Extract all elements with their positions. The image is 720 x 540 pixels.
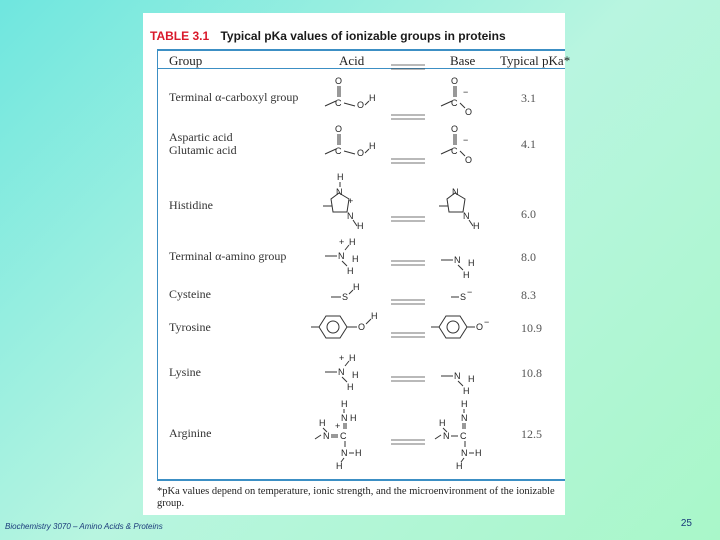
pka-lysine: 10.8 xyxy=(521,366,542,380)
svg-text:O: O xyxy=(357,100,365,110)
table-caption xyxy=(150,29,506,43)
svg-text:H: H xyxy=(357,221,364,231)
svg-text:H: H xyxy=(355,448,362,458)
equilibrium-arrow-8 xyxy=(391,433,425,441)
table-left-rule xyxy=(157,49,158,481)
svg-text:H: H xyxy=(337,172,344,182)
aspglu-acid-structure xyxy=(319,123,379,159)
histidine-acid-structure xyxy=(319,171,379,229)
footer-page-number: 25 xyxy=(680,518,692,529)
svg-text:O: O xyxy=(451,124,459,134)
svg-text:N: N xyxy=(452,187,459,197)
row-group-tyrosine: Tyrosine xyxy=(169,320,211,334)
svg-text:O: O xyxy=(465,107,473,117)
svg-text:−: − xyxy=(463,87,469,97)
svg-text:H: H xyxy=(347,266,354,276)
svg-text:H: H xyxy=(352,370,359,380)
cysteine-acid-structure xyxy=(319,281,369,307)
tyrosine-acid-structure xyxy=(309,311,389,345)
svg-text:H: H xyxy=(475,448,482,458)
pka-carboxyl: 3.1 xyxy=(521,91,536,105)
row-group-glutamic: Glutamic acid xyxy=(169,143,237,157)
svg-text:H: H xyxy=(369,93,376,103)
svg-text:S: S xyxy=(342,292,349,302)
svg-text:N: N xyxy=(341,413,348,423)
svg-text:H: H xyxy=(463,386,470,396)
table-top-rule xyxy=(157,49,565,51)
header-group: Group xyxy=(169,53,203,68)
svg-text:N: N xyxy=(461,448,468,458)
tyrosine-base-structure xyxy=(429,311,499,345)
svg-text:−: − xyxy=(463,135,469,145)
svg-text:+: + xyxy=(335,421,341,431)
equilibrium-arrow-5 xyxy=(391,293,425,301)
svg-text:N: N xyxy=(463,211,470,221)
svg-text:N: N xyxy=(443,431,450,441)
row-group-lysine: Lysine xyxy=(169,365,201,379)
table-label: TABLE 3.1 xyxy=(150,29,210,43)
svg-text:N: N xyxy=(338,367,345,377)
svg-text:C: C xyxy=(335,98,342,108)
svg-text:H: H xyxy=(350,413,357,423)
pka-cysteine: 8.3 xyxy=(521,288,536,302)
table-footnote: *pKa values depend on temperature, ionic strength, and the microenvironment of the ionizable group. xyxy=(157,486,555,509)
svg-text:H: H xyxy=(439,418,446,428)
footer-course-title: Biochemistry 3070 – Amino Acids & Proteins xyxy=(5,522,163,531)
table-figure xyxy=(143,13,571,515)
svg-text:H: H xyxy=(463,270,470,280)
svg-text:O: O xyxy=(465,155,473,165)
equilibrium-arrow-3 xyxy=(391,210,425,218)
svg-text:N: N xyxy=(454,255,461,265)
svg-text:O: O xyxy=(357,148,365,158)
svg-text:C: C xyxy=(460,431,467,441)
svg-text:H: H xyxy=(473,221,480,231)
row-group-amino: Terminal α-amino group xyxy=(169,249,287,263)
svg-text:H: H xyxy=(371,311,378,321)
equilibrium-arrow-4 xyxy=(391,254,425,262)
svg-text:H: H xyxy=(349,353,356,363)
svg-text:H: H xyxy=(353,282,360,292)
table-bottom-rule xyxy=(157,479,565,481)
svg-text:H: H xyxy=(369,141,376,151)
row-group-histidine: Histidine xyxy=(169,198,213,212)
amino-acid-structure xyxy=(319,235,369,277)
svg-text:C: C xyxy=(451,98,458,108)
svg-text:N: N xyxy=(338,251,345,261)
carboxyl-base-structure xyxy=(435,75,485,117)
pka-arginine: 12.5 xyxy=(521,427,542,441)
svg-text:N: N xyxy=(336,187,343,197)
header-pka: Typical pKa* xyxy=(500,53,571,68)
svg-text:H: H xyxy=(341,399,348,409)
svg-text:N: N xyxy=(454,371,461,381)
row-group-aspartic: Aspartic acid xyxy=(169,130,233,144)
svg-text:H: H xyxy=(468,374,475,384)
svg-text:H: H xyxy=(349,237,356,247)
svg-text:O: O xyxy=(335,124,343,134)
equilibrium-arrow-1 xyxy=(391,108,425,116)
arginine-acid-structure xyxy=(311,398,381,470)
header-equilibrium-arrow xyxy=(391,58,425,66)
svg-text:O: O xyxy=(451,76,459,86)
svg-text:C: C xyxy=(340,431,347,441)
svg-text:O: O xyxy=(358,322,366,332)
svg-text:−: − xyxy=(484,317,490,327)
lysine-base-structure xyxy=(435,355,485,395)
svg-text:H: H xyxy=(336,461,343,471)
row-group-cysteine: Cysteine xyxy=(169,287,211,301)
pka-histidine: 6.0 xyxy=(521,207,536,221)
histidine-base-structure xyxy=(435,183,485,231)
svg-text:N: N xyxy=(461,413,468,423)
table-title: Typical pKa values of ionizable groups in proteins xyxy=(220,29,506,43)
svg-text:C: C xyxy=(335,146,342,156)
svg-text:H: H xyxy=(352,254,359,264)
cysteine-base-structure xyxy=(449,281,489,307)
row-group-arginine: Arginine xyxy=(169,426,212,440)
pka-aspglu: 4.1 xyxy=(521,137,536,151)
svg-text:+: + xyxy=(339,353,345,363)
svg-text:H: H xyxy=(461,399,468,409)
header-acid: Acid xyxy=(339,53,365,68)
svg-text:S: S xyxy=(460,292,467,302)
svg-text:O: O xyxy=(335,76,343,86)
svg-text:N: N xyxy=(323,431,330,441)
svg-text:N: N xyxy=(347,211,354,221)
carboxyl-acid-structure xyxy=(319,75,379,111)
svg-text:H: H xyxy=(456,461,463,471)
svg-text:C: C xyxy=(451,146,458,156)
arginine-base-structure xyxy=(431,398,501,470)
header-base: Base xyxy=(450,53,476,68)
equilibrium-arrow-2 xyxy=(391,152,425,160)
svg-text:O: O xyxy=(476,322,484,332)
lysine-acid-structure xyxy=(319,351,369,393)
svg-text:+: + xyxy=(348,196,354,206)
amino-base-structure xyxy=(435,239,485,279)
svg-text:N: N xyxy=(341,448,348,458)
svg-text:H: H xyxy=(468,258,475,268)
svg-text:H: H xyxy=(319,418,326,428)
svg-text:+: + xyxy=(339,237,345,247)
svg-text:H: H xyxy=(347,382,354,392)
row-group-carboxyl: Terminal α-carboxyl group xyxy=(169,90,299,104)
svg-text:−: − xyxy=(467,287,473,297)
aspglu-base-structure xyxy=(435,123,485,165)
equilibrium-arrow-6 xyxy=(391,326,425,334)
equilibrium-arrow-7 xyxy=(391,370,425,378)
pka-amino: 8.0 xyxy=(521,250,536,264)
pka-tyrosine: 10.9 xyxy=(521,321,542,335)
